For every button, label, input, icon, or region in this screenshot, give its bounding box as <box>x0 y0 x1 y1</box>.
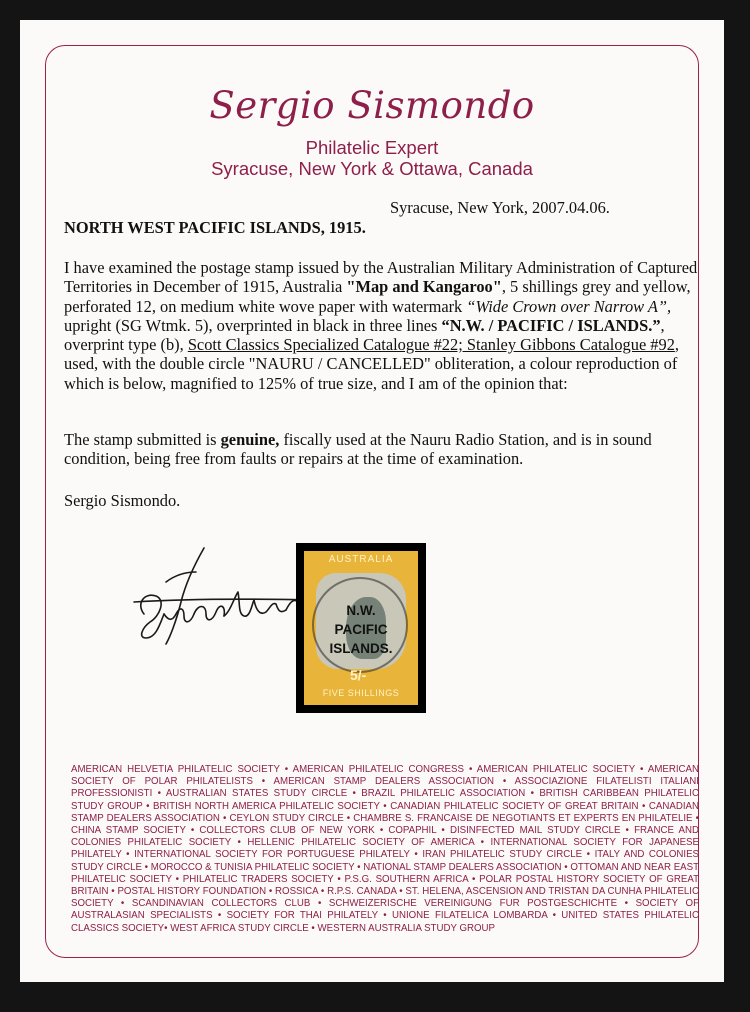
stamp-reproduction <box>296 543 426 713</box>
catalogue-reference: Scott Classics Specialized Catalogue #22; Stanley Gibbons Catalogue #92 <box>187 335 675 355</box>
verdict: genuine, <box>220 430 280 449</box>
text-run: fiscally used at the Nauru Radio Station, and is in sound condition, being free from faults or repairs at the time of examination. <box>64 430 652 469</box>
overprint-line: N.W. <box>346 603 376 618</box>
bold-run: “N.W. / PACIFIC / ISLANDS.” <box>441 315 661 335</box>
opinion-paragraph <box>64 430 704 469</box>
overprint-line: ISLANDS. <box>329 641 393 656</box>
italic-run: “Wide Crown over Narrow A”, <box>466 296 672 316</box>
stamp-value: 5/- <box>350 667 367 683</box>
society-memberships: AMERICAN HELVETIA PHILATELIC SOCIETY • AMERICAN PHILATELIC CONGRESS • AMERICAN PHILATELIC SOCIETY • AMERICAN SOCIETY OF POLAR PHILATELISTS • AMERICAN STAMP DEALERS ASSOCIATION • ASSOCIAZIONE FILATELISTI ITALIANI PROFESSIONISTI • AUSTRALIAN STATES STUDY CIRCLE • BRAZIL PHILATELIC ASSOCIATION • BRITISH CARIBBEAN PHILATELIC STUDY GROUP • BRITISH NORTH AMERICA PHILATELIC SOCIETY • CANADIAN PHILATELIC SOCIETY OF GREAT BRITAIN • CANADIAN STAMP DEALERS ASSOCIATION • CEYLON STUDY CIRCLE • CHAMBRE S. FRANCAISE DE NEGOTIANTS ET EXPERTS EN PHILATELIE • CHINA STAMP SOCIETY • COLLECTORS CLUB OF NEW YORK • COPAPHIL • DISINFECTED MAIL STUDY CIRCLE • FRANCE AND COLONIES PHILATELIC SOCIETY • HELLENIC PHILATELIC SOCIETY OF AMERICA • INTERNATIONAL SOCIETY FOR JAPANESE PHILATELY • INTERNATIONAL SOCIETY FOR PORTUGUESE PHILATELY • IRAN PHILATELIC STUDY CIRCLE • ITALY AND COLONIES STUDY CIRCLE • MOROCCO & TUNISIA PHILATELIC SOCIETY • NATIONAL STAMP DEALERS ASSOCIATION • OTTOMAN AND NEAR EAST PHILATELIC SOCIETY • PHILATELIC TRADERS SOCIETY • P.S.G. SOUTHERN AFRICA • POLAR POSTAL HISTORY SOCIETY OF GREAT BRITAIN • POSTAL HISTORY FOUNDATION • ROSSICA • R.P.S. CANADA • ST. HELENA, ASCENSION AND TRISTAN DA CUNHA PHILATELIC SOCIETY • SCANDINAVIAN COLLECTORS CLUB • SCHWEIZERISCHE VEREINIGUNG FUR POSTGESCHICHTE • SOCIETY OF AUSTRALASIAN SPECIALISTS • SOCIETY FOR THAI PHILATELY • UNIONE FILATELICA LOMBARDA • UNITED STATES PHILATELIC CLASSICS SOCIETY• WEST AFRICA STUDY CIRCLE • WESTERN AUSTRALIA STUDY GROUP <box>71 764 699 934</box>
bold-run: "Map and Kangaroo" <box>346 277 502 297</box>
text-run: , used, with the double circle "NAURU / CANCELLED" obliteration, a colour reproduction of which is below, magnified to 125% of true size, and I am of the opinion that: <box>64 335 680 393</box>
certificate-heading: NORTH WEST PACIFIC ISLANDS, 1915. <box>64 218 366 237</box>
text-run: , overprint type (b), <box>64 315 665 355</box>
expert-location: Syracuse, New York & Ottawa, Canada <box>211 158 533 179</box>
certificate-date: Syracuse, New York, 2007.04.06. <box>390 198 610 217</box>
text-run: upright (SG Wtmk. 5), overprinted in black in three lines <box>64 315 442 335</box>
handwritten-signature <box>126 542 316 652</box>
certificate-sheet <box>20 20 724 982</box>
stamp-country: AUSTRALIA <box>328 554 394 565</box>
sign-off: Sergio Sismondo. <box>64 491 181 510</box>
text-run: , 5 shillings grey and yellow, perforated 12, on medium white wove paper with watermark <box>64 277 691 316</box>
text-run: The stamp submitted is <box>64 430 221 449</box>
text-run: I have examined the postage stamp issued by the Australian Military Administration of Captured Territories in December of 1915, Australia <box>64 258 698 297</box>
examination-paragraph <box>64 258 704 393</box>
stamp-overprint <box>304 601 418 658</box>
expert-name: Sergio Sismondo <box>209 84 535 127</box>
expert-title: Philatelic Expert <box>305 137 439 158</box>
stamp-denomination: FIVE SHILLINGS <box>322 688 400 698</box>
stamp-image <box>304 551 418 705</box>
overprint-line: PACIFIC <box>334 622 388 637</box>
